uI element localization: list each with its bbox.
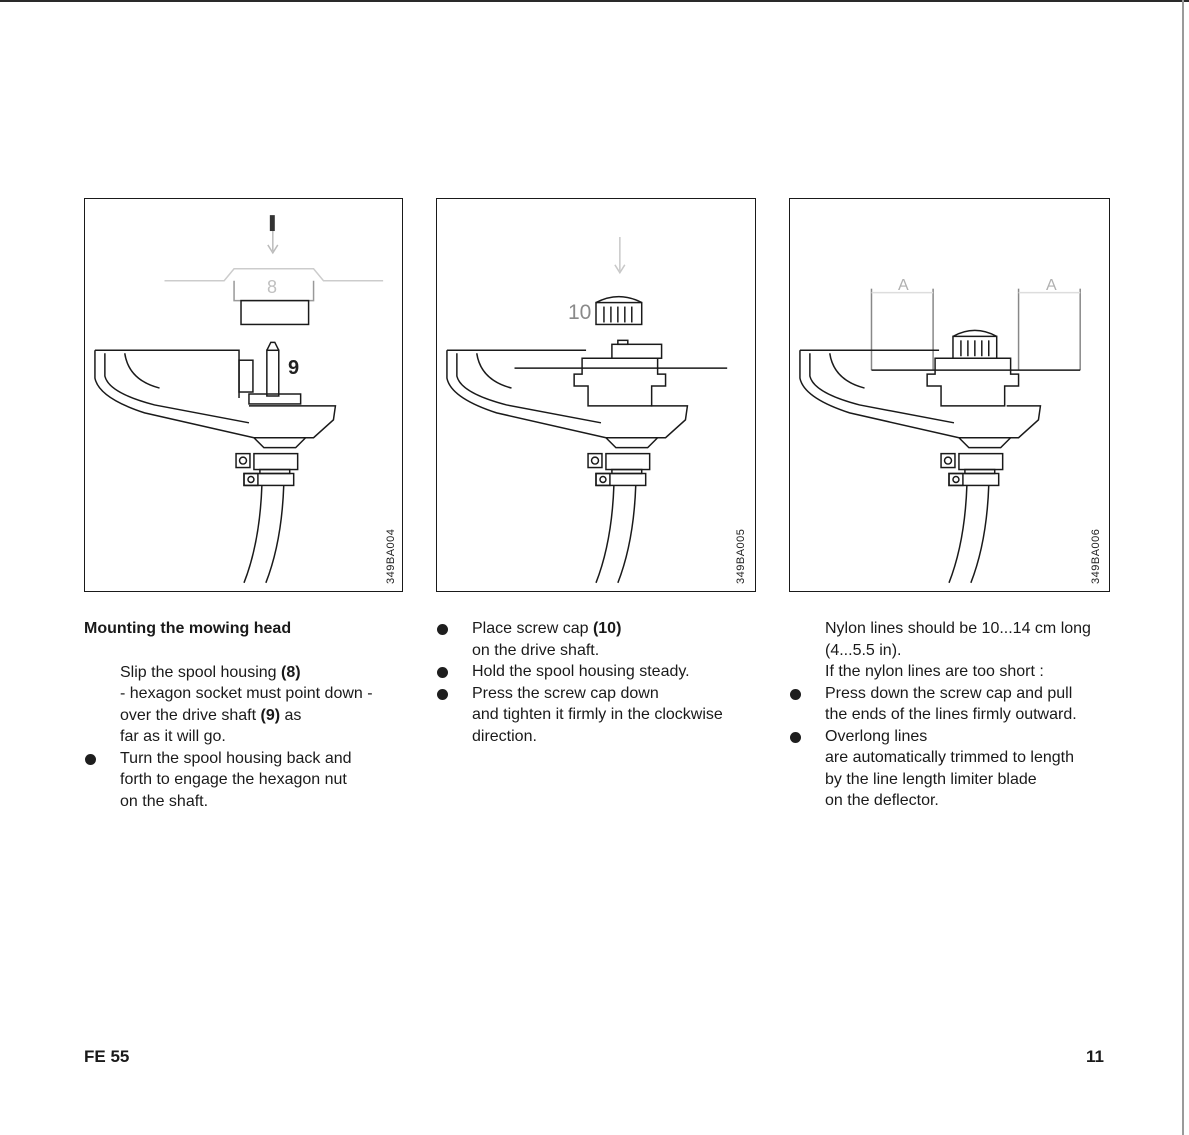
bullet-dot-icon <box>437 667 448 678</box>
bullet-item: Press the screw cap down and tighten it firmly in the clockwise direction. <box>436 683 766 748</box>
spool-mounting-illustration <box>85 199 402 591</box>
callout-10: 10 <box>568 301 592 324</box>
binding-edge <box>1182 0 1184 1135</box>
bullet-item: Hold the spool housing steady. <box>436 661 766 683</box>
top-rule <box>0 0 1189 2</box>
screw-cap-illustration <box>437 199 755 591</box>
intro-paragraph: Nylon lines should be 10...14 cm long (4...5.5 in). If the nylon lines are too short : <box>825 620 1091 680</box>
bullet-dot-icon <box>437 689 448 700</box>
figure-line-length <box>789 198 1110 592</box>
bullet-item: Overlong lines are automatically trimmed to length by the line length limiter blade on the deflector. <box>789 726 1129 812</box>
bullet-dot-icon <box>437 624 448 635</box>
callout-8-faint: 8 <box>267 277 278 297</box>
bullet-item: Turn the spool housing back and forth to engage the hexagon nut on the shaft. <box>84 748 414 813</box>
column-screw-cap <box>436 618 766 747</box>
figure-code: 349BA004 <box>385 528 397 584</box>
footer-model: FE 55 <box>84 1047 130 1066</box>
line-length-illustration <box>790 199 1109 591</box>
figure-screw-cap <box>436 198 756 592</box>
dimension-a-right: A <box>1046 277 1057 294</box>
page-number: 11 <box>1086 1047 1104 1066</box>
figure-code: 349BA006 <box>1090 528 1102 584</box>
bullet-dot-icon <box>790 732 801 743</box>
figure-code: 349BA005 <box>735 528 747 584</box>
callout-9: 9 <box>288 357 300 379</box>
column-line-length <box>789 618 1129 812</box>
instruction-paragraph: Slip the spool housing (8) - hexagon socket must point down - over the drive shaft (9) as far as it will go. <box>120 663 373 745</box>
bullet-dot-icon <box>85 754 96 765</box>
section-heading: Mounting the mowing head <box>84 620 292 637</box>
figure-mounting-spool <box>84 198 403 592</box>
bullet-dot-icon <box>790 689 801 700</box>
bullet-item: Press down the screw cap and pull the ends of the lines firmly outward. <box>789 683 1129 726</box>
column-mounting <box>84 618 414 812</box>
bullet-item: Place screw cap (10) on the drive shaft. <box>436 618 766 661</box>
dimension-a-left: A <box>898 277 909 294</box>
